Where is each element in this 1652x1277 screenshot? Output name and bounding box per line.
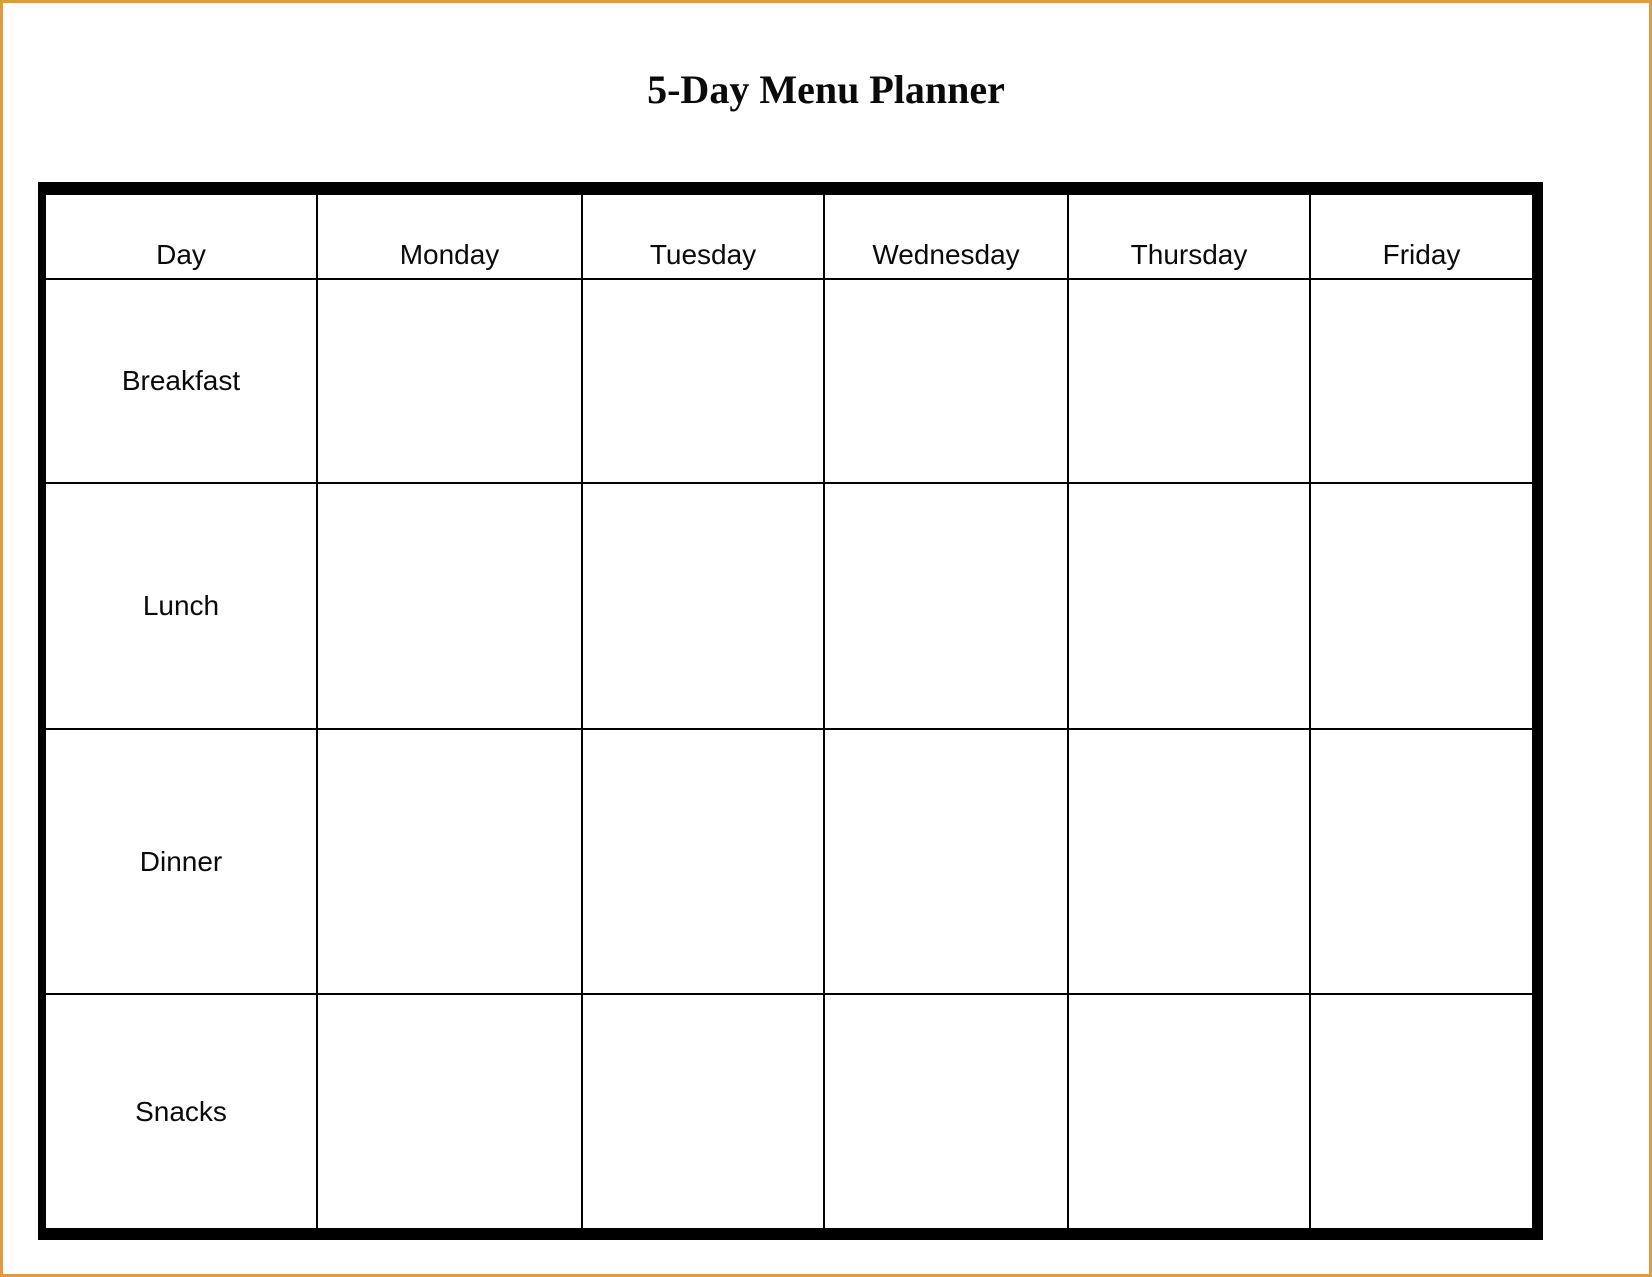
- menu-cell-dinner-tuesday: [583, 730, 825, 995]
- menu-cell-dinner-thursday: [1069, 730, 1311, 995]
- row-label-breakfast: Breakfast: [46, 280, 318, 484]
- column-header-thursday: Thursday: [1069, 195, 1311, 280]
- menu-cell-dinner-monday: [318, 730, 583, 995]
- menu-cell-lunch-thursday: [1069, 484, 1311, 730]
- menu-cell-breakfast-thursday: [1069, 280, 1311, 484]
- menu-planner-table: [38, 182, 1543, 1240]
- menu-cell-snacks-wednesday: [825, 995, 1069, 1228]
- menu-cell-breakfast-friday: [1311, 280, 1532, 484]
- column-header-wednesday: Wednesday: [825, 195, 1069, 280]
- menu-cell-lunch-tuesday: [583, 484, 825, 730]
- menu-cell-lunch-monday: [318, 484, 583, 730]
- column-header-monday: Monday: [318, 195, 583, 280]
- menu-cell-dinner-wednesday: [825, 730, 1069, 995]
- menu-cell-breakfast-tuesday: [583, 280, 825, 484]
- menu-cell-lunch-friday: [1311, 484, 1532, 730]
- row-label-snacks: Snacks: [46, 995, 318, 1228]
- column-header-friday: Friday: [1311, 195, 1532, 280]
- menu-cell-breakfast-wednesday: [825, 280, 1069, 484]
- page-title: 5-Day Menu Planner: [647, 67, 1005, 112]
- row-label-lunch: Lunch: [46, 484, 318, 730]
- menu-cell-snacks-tuesday: [583, 995, 825, 1228]
- menu-cell-snacks-friday: [1311, 995, 1532, 1228]
- menu-cell-snacks-thursday: [1069, 995, 1311, 1228]
- column-header-tuesday: Tuesday: [583, 195, 825, 280]
- menu-cell-lunch-wednesday: [825, 484, 1069, 730]
- menu-cell-breakfast-monday: [318, 280, 583, 484]
- column-header-day: Day: [46, 195, 318, 280]
- menu-cell-dinner-friday: [1311, 730, 1532, 995]
- row-label-dinner: Dinner: [46, 730, 318, 995]
- menu-cell-snacks-monday: [318, 995, 583, 1228]
